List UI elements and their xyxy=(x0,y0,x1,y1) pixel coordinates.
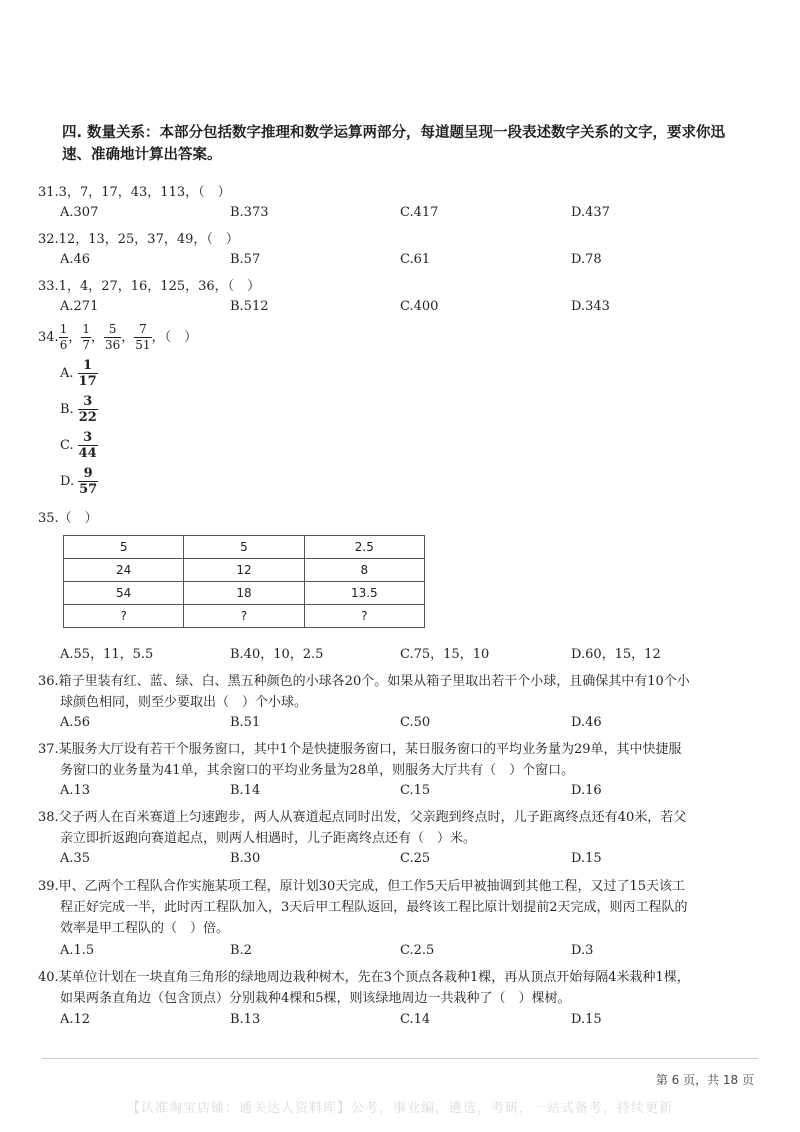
option-b: B.14 xyxy=(230,783,261,798)
question-34 xyxy=(38,322,768,353)
option-d: D.16 xyxy=(571,783,602,798)
option-d: D.343 xyxy=(571,299,610,314)
option-d: D.3 xyxy=(571,943,594,958)
option-d: D. $\frac{9}{57}$ xyxy=(60,466,98,497)
option-c: C.25 xyxy=(400,851,431,866)
question-stem-cont: 亲立即折返跑向赛道起点，则两人相遇时，儿子距离终点还有（ ）米。 xyxy=(60,831,477,846)
table-cell: 5 xyxy=(64,536,184,559)
table-cell: ? xyxy=(184,605,304,628)
option-d: D.437 xyxy=(571,205,610,220)
option-c: C.50 xyxy=(400,715,431,730)
fraction: $\frac{1}{6}$ xyxy=(59,322,68,352)
option-a: A.13 xyxy=(60,783,91,798)
question-32-options xyxy=(60,250,740,270)
question-stem-cont: 如果两条直角边（包含顶点）分别栽种4棵和5棵，则该绿地周边一共栽种了（ ）棵树。 xyxy=(60,991,571,1006)
option-a: A.307 xyxy=(60,205,99,220)
question-stem-cont: 球颜色相同，则至少要取出（ ）个小球。 xyxy=(60,695,308,710)
option-d: D.15 xyxy=(571,1012,602,1027)
table-cell: 13.5 xyxy=(304,582,424,605)
option-c: C.61 xyxy=(400,252,431,267)
separator: ， xyxy=(121,330,135,345)
question-stem: 33.1，4，27，16，125，36，（ ） xyxy=(38,279,261,294)
question-stem: 37.某服务大厅设有若干个服务窗口，其中1个是快捷服务窗口，某日服务窗口的平均业务量为29单，其中快捷服 xyxy=(38,742,682,757)
table-cell: 5 xyxy=(184,536,304,559)
option-c: C.15 xyxy=(400,783,431,798)
option-d: D.78 xyxy=(571,252,602,267)
option-b: B.57 xyxy=(230,252,261,267)
table-row xyxy=(64,605,425,628)
option-b: B.51 xyxy=(230,715,261,730)
table-cell: 2.5 xyxy=(304,536,424,559)
option-c: C.400 xyxy=(400,299,439,314)
question-32 xyxy=(38,229,768,250)
question-35 xyxy=(38,508,768,529)
separator: ， xyxy=(68,330,82,345)
question-stem-cont: 效率是甲工程队的（ ）倍。 xyxy=(60,921,230,936)
table-cell: ? xyxy=(64,605,184,628)
option-a: A. $\frac{1}{17}$ xyxy=(60,358,97,389)
section-title: 四. 数量关系：本部分包括数字推理和数学运算两部分，每道题呈现一段表述数字关系的文字，要求你迅速、准确地计算出答案。 xyxy=(62,125,726,163)
question-33 xyxy=(38,276,768,297)
question-stem: 39.甲、乙两个工程队合作实施某项工程，原计划30天完成，但工作5天后甲被抽调到其他工程，又过了15天该工 xyxy=(38,879,686,894)
option-c: C.14 xyxy=(400,1012,431,1027)
option-b: B.13 xyxy=(230,1012,261,1027)
question-stem-cont: 程正好完成一半，此时丙工程队加入，3天后甲工程队返回，最终该工程比原计划提前2天完成，则丙工程队的 xyxy=(60,900,688,915)
question-37 xyxy=(38,739,768,781)
table-cell: 8 xyxy=(304,559,424,582)
question-33-options xyxy=(60,297,740,317)
question-stem: 40.某单位计划在一块直角三角形的绿地周边栽种树木，先在3个顶点各栽种1棵，再从顶点开始每隔4米栽种1棵， xyxy=(38,970,690,985)
table-cell: ? xyxy=(304,605,424,628)
question-stem: 31.3，7，17，43，113，（ ） xyxy=(38,185,231,200)
option-c: C. $\frac{3}{44}$ xyxy=(60,430,97,461)
footer-divider xyxy=(42,1058,758,1059)
option-a: A.271 xyxy=(60,299,99,314)
question-36 xyxy=(38,671,768,713)
option-a: A.35 xyxy=(60,851,91,866)
option-b: B.512 xyxy=(230,299,269,314)
option-a: A.12 xyxy=(60,1012,91,1027)
question-stem-cont: 务窗口的业务量为41单，其余窗口的平均业务量为28单，则服务大厅共有（ ）个窗口。 xyxy=(60,763,575,778)
table-cell: 54 xyxy=(64,582,184,605)
question-40 xyxy=(38,967,768,1009)
table-row xyxy=(64,536,425,559)
question-35-options xyxy=(60,645,740,665)
blank: ，（ ） xyxy=(151,330,198,345)
fraction: $\frac{5}{36}$ xyxy=(105,322,121,352)
question-number: 34. xyxy=(38,330,59,345)
option-d: D.46 xyxy=(571,715,602,730)
table-row xyxy=(64,559,425,582)
option-b: B.373 xyxy=(230,205,269,220)
question-38-options xyxy=(60,849,740,869)
option-b: B.2 xyxy=(230,943,252,958)
option-c: C.417 xyxy=(400,205,439,220)
table-row xyxy=(64,582,425,605)
page-number: 第 6 页，共 18 页 xyxy=(655,1073,754,1087)
option-a: A.55，11，5.5 xyxy=(60,647,154,662)
fraction: $\frac{7}{51}$ xyxy=(135,322,151,352)
option-d: D.60，15，12 xyxy=(571,647,661,662)
question-stem: 35.（ ） xyxy=(38,511,98,526)
number-table xyxy=(63,535,425,628)
option-c: C.2.5 xyxy=(400,943,435,958)
option-a: A.1.5 xyxy=(60,943,95,958)
question-37-options xyxy=(60,781,740,801)
question-stem: 38.父子两人在百米赛道上匀速跑步，两人从赛道起点同时出发，父亲跑到终点时，儿子距离终点还有40米，若父 xyxy=(38,810,687,825)
table-cell: 18 xyxy=(184,582,304,605)
table-cell: 12 xyxy=(184,559,304,582)
option-b: B. $\frac{3}{22}$ xyxy=(60,394,97,425)
question-39-options xyxy=(60,941,740,961)
watermark-text: 【认准淘宝店铺：通关达人资料库】公考，事业编，遴选，考研，一站式备考，持续更新 xyxy=(126,1101,673,1116)
question-38 xyxy=(38,807,768,849)
separator: ， xyxy=(90,330,104,345)
fraction: $\frac{1}{7}$ xyxy=(82,322,90,352)
question-36-options xyxy=(60,713,740,733)
option-b: B.40，10，2.5 xyxy=(230,647,324,662)
option-b: B.30 xyxy=(230,851,261,866)
option-c: C.75，15，10 xyxy=(400,647,490,662)
option-a: A.46 xyxy=(60,252,91,267)
option-d: D.15 xyxy=(571,851,602,866)
question-stem: 32.12，13，25，37，49，（ ） xyxy=(38,232,239,247)
table-cell: 24 xyxy=(64,559,184,582)
question-39 xyxy=(38,876,768,939)
question-31 xyxy=(38,182,768,203)
question-40-options xyxy=(60,1010,740,1030)
option-a: A.56 xyxy=(60,715,91,730)
question-31-options xyxy=(60,203,740,223)
question-stem: 36.箱子里装有红、蓝、绿、白、黑五种颜色的小球各20个。如果从箱子里取出若干个小球，且确保其中有10个小 xyxy=(38,674,690,689)
